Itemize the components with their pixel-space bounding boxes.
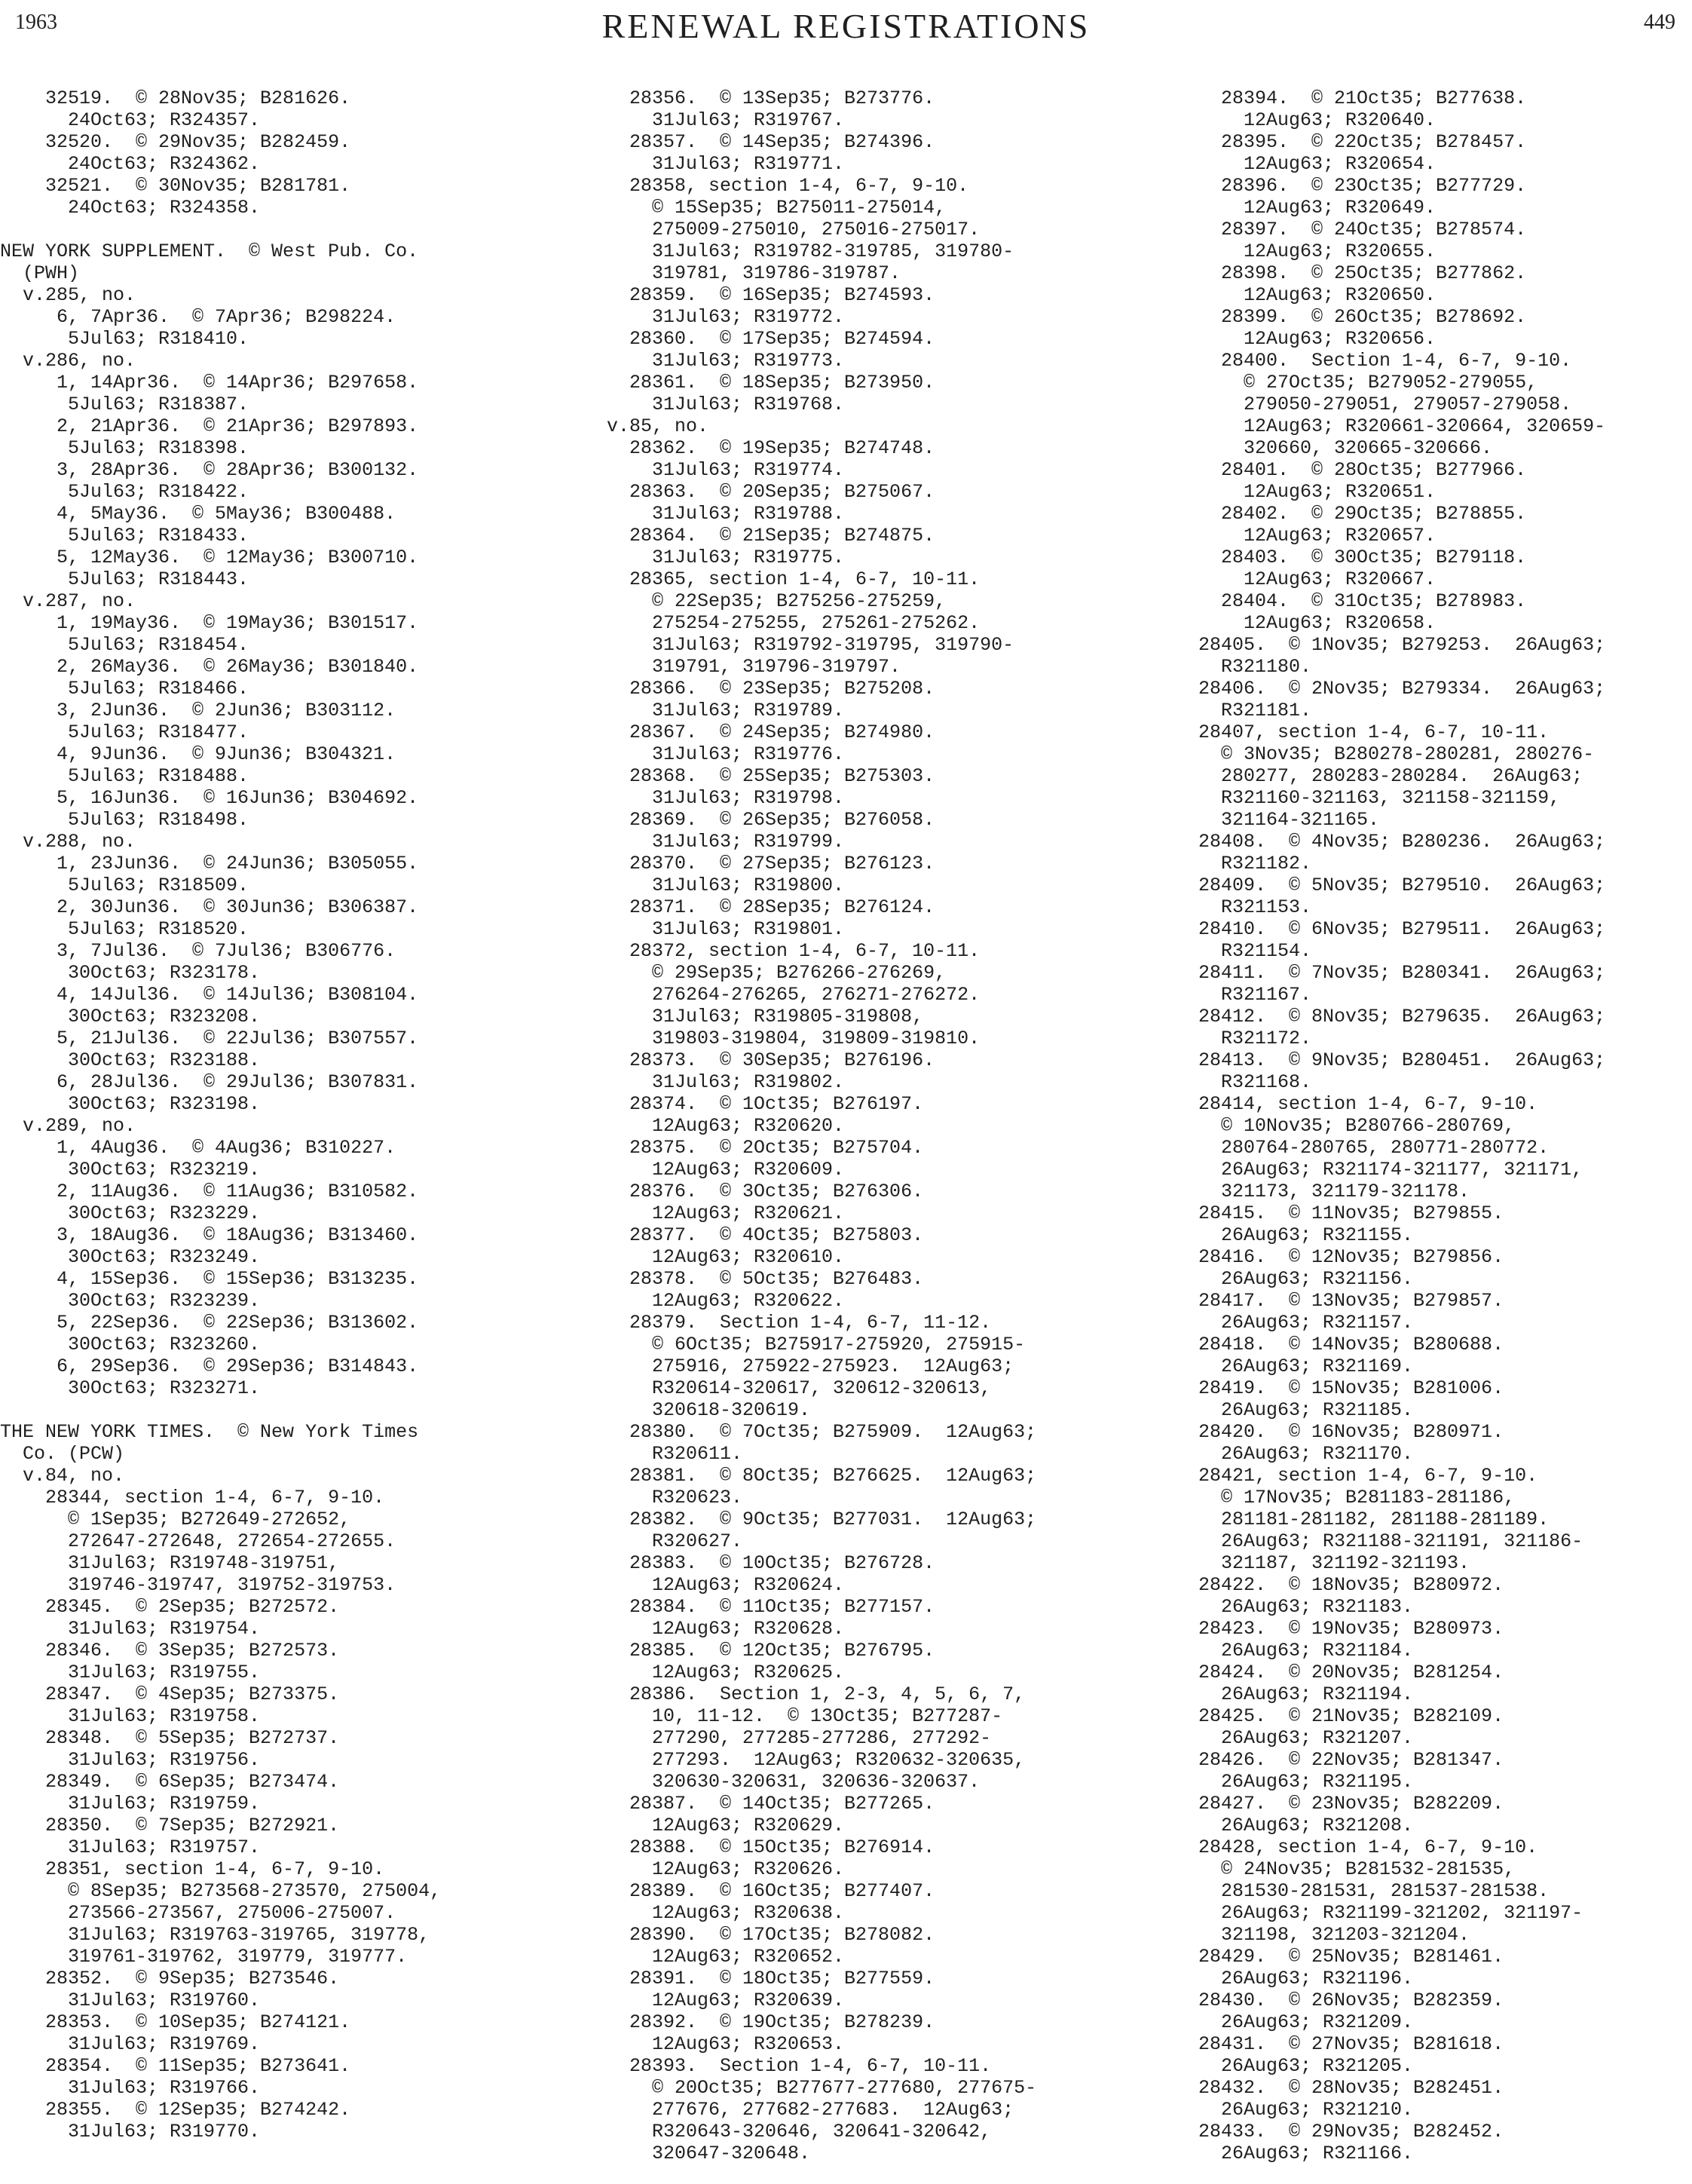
- entry-line: 275254-275255, 275261-275262.: [607, 612, 981, 634]
- entry-line: 31Jul63; R319789.: [607, 700, 845, 721]
- entry-line: 12Aug63; R320656.: [1198, 328, 1437, 350]
- entry-line: © 15Sep35; B275011-275014,: [607, 197, 947, 219]
- entry-line: 28394. © 21Oct35; B277638.: [1198, 87, 1527, 109]
- entry-line: 31Jul63; R319760.: [0, 1989, 261, 2011]
- entry-line: 28347. © 4Sep35; B273375.: [0, 1683, 340, 1705]
- entry-line: 28413. © 9Nov35; B280451. 26Aug63;: [1198, 1049, 1606, 1071]
- entry-line: 319791, 319796-319797.: [607, 656, 901, 678]
- entry-line: 31Jul63; R319792-319795, 319790-: [607, 634, 1014, 656]
- entry-line: 319803-319804, 319809-319810.: [607, 1028, 981, 1049]
- entry-line: 28411. © 7Nov35; B280341. 26Aug63;: [1198, 962, 1606, 984]
- entry-line: 28401. © 28Oct35; B277966.: [1198, 459, 1527, 481]
- entry-line: 31Jul63; R319802.: [607, 1071, 845, 1093]
- entry-line: © 1Sep35; B272649-272652,: [0, 1509, 351, 1530]
- entry-line: 5Jul63; R318466.: [0, 678, 249, 700]
- entry-line: 28349. © 6Sep35; B273474.: [0, 1771, 340, 1793]
- entry-line: 28397. © 24Oct35; B278574.: [1198, 219, 1527, 240]
- entry-line: 28390. © 17Oct35; B278082.: [607, 1924, 935, 1946]
- entry-line: 28355. © 12Sep35; B274242.: [0, 2099, 351, 2121]
- entry-line: 28420. © 16Nov35; B280971.: [1198, 1421, 1504, 1443]
- entry-line: v.288, no.: [0, 831, 136, 853]
- entry-line: 26Aug63; R321184.: [1198, 1640, 1414, 1662]
- entry-line: 275009-275010, 275016-275017.: [607, 219, 981, 240]
- entry-line: 28350. © 7Sep35; B272921.: [0, 1815, 340, 1836]
- entry-line: 321164-321165.: [1198, 809, 1380, 831]
- entry-line: 26Aug63; R321210.: [1198, 2099, 1414, 2121]
- entry-line: 28387. © 14Oct35; B277265.: [607, 1793, 935, 1815]
- entry-line: 31Jul63; R319767.: [607, 109, 845, 131]
- entry-line: 320618-320619.: [607, 1399, 811, 1421]
- entry-line: NEW YORK SUPPLEMENT. © West Pub. Co.: [0, 240, 419, 262]
- entry-line: 28391. © 18Oct35; B277559.: [607, 1968, 935, 1989]
- entry-line: 28386. Section 1, 2-3, 4, 5, 6, 7,: [607, 1683, 1026, 1705]
- entry-line: 28414, section 1-4, 6-7, 9-10.: [1198, 1093, 1538, 1115]
- entry-line: 2, 11Aug36. © 11Aug36; B310582.: [0, 1181, 419, 1202]
- entry-line: 28388. © 15Oct35; B276914.: [607, 1836, 935, 1858]
- entry-line: 281530-281531, 281537-281538.: [1198, 1880, 1550, 1902]
- entry-line: 24Oct63; R324357.: [0, 109, 261, 131]
- entry-line: 31Jul63; R319758.: [0, 1705, 261, 1727]
- entry-line: 12Aug63; R320609.: [607, 1159, 845, 1181]
- entry-line: 28431. © 27Nov35; B281618.: [1198, 2033, 1504, 2055]
- entry-line: 31Jul63; R319756.: [0, 1749, 261, 1771]
- entry-line: © 24Nov35; B281532-281535,: [1198, 1858, 1516, 1880]
- entry-line: 1, 4Aug36. © 4Aug36; B310227.: [0, 1137, 396, 1159]
- entry-line: © 22Sep35; B275256-275259,: [607, 590, 947, 612]
- entry-line: 5Jul63; R318498.: [0, 809, 249, 831]
- entry-line: R321182.: [1198, 853, 1312, 875]
- entry-line: 28377. © 4Oct35; B275803.: [607, 1224, 924, 1246]
- text-column-1: [0, 87, 558, 2143]
- entry-line: 31Jul63; R319776.: [607, 743, 845, 765]
- entry-line: 28422. © 18Nov35; B280972.: [1198, 1574, 1504, 1596]
- entry-line: 28366. © 23Sep35; B275208.: [607, 678, 935, 700]
- entry-line: 5Jul63; R318433.: [0, 525, 249, 547]
- entry-line: [0, 1399, 558, 1421]
- entry-line: 28365, section 1-4, 6-7, 10-11.: [607, 568, 981, 590]
- entry-line: 31Jul63; R319757.: [0, 1836, 261, 1858]
- entry-line: THE NEW YORK TIMES. © New York Times: [0, 1421, 419, 1443]
- entry-line: 12Aug63; R320640.: [1198, 109, 1437, 131]
- entry-line: 28424. © 20Nov35; B281254.: [1198, 1662, 1504, 1683]
- entry-line: 31Jul63; R319770.: [0, 2121, 261, 2143]
- entry-line: 28379. Section 1-4, 6-7, 11-12.: [607, 1312, 992, 1334]
- entry-line: © 8Sep35; B273568-273570, 275004,: [0, 1880, 442, 1902]
- entry-line: 31Jul63; R319748-319751,: [0, 1552, 340, 1574]
- entry-line: R321172.: [1198, 1028, 1312, 1049]
- entry-line: 26Aug63; R321169.: [1198, 1355, 1414, 1377]
- entry-line: 26Aug63; R321183.: [1198, 1596, 1414, 1618]
- entry-line: 28376. © 3Oct35; B276306.: [607, 1181, 924, 1202]
- entry-line: 28409. © 5Nov35; B279510. 26Aug63;: [1198, 875, 1606, 896]
- entry-line: 5, 16Jun36. © 16Jun36; B304692.: [0, 787, 419, 809]
- entry-line: 5Jul63; R318443.: [0, 568, 249, 590]
- entry-line: 28415. © 11Nov35; B279855.: [1198, 1202, 1504, 1224]
- entry-line: 321187, 321192-321193.: [1198, 1552, 1470, 1574]
- entry-line: 12Aug63; R320650.: [1198, 284, 1437, 306]
- entry-line: 26Aug63; R321156.: [1198, 1268, 1414, 1290]
- entry-line: 6, 7Apr36. © 7Apr36; B298224.: [0, 306, 396, 328]
- entry-line: 28404. © 31Oct35; B278983.: [1198, 590, 1527, 612]
- entry-line: R320627.: [607, 1530, 743, 1552]
- page-title: RENEWAL REGISTRATIONS: [601, 7, 1091, 45]
- entry-line: © 17Nov35; B281183-281186,: [1198, 1487, 1516, 1509]
- entry-line: 28396. © 23Oct35; B277729.: [1198, 175, 1527, 197]
- entry-line: 28381. © 8Oct35; B276625. 12Aug63;: [607, 1465, 1037, 1487]
- entry-line: 28395. © 22Oct35; B278457.: [1198, 131, 1527, 153]
- entry-line: 31Jul63; R319768.: [607, 394, 845, 415]
- entry-line: 6, 29Sep36. © 29Sep36; B314843.: [0, 1355, 419, 1377]
- entry-line: 24Oct63; R324358.: [0, 197, 261, 219]
- entry-line: 28427. © 23Nov35; B282209.: [1198, 1793, 1504, 1815]
- entry-line: 28418. © 14Nov35; B280688.: [1198, 1334, 1504, 1355]
- entry-line: Co. (PCW): [0, 1443, 125, 1465]
- entry-line: [0, 219, 558, 240]
- entry-line: 30Oct63; R323260.: [0, 1334, 261, 1355]
- entry-line: 6, 28Jul36. © 29Jul36; B307831.: [0, 1071, 419, 1093]
- entry-line: 30Oct63; R323271.: [0, 1377, 261, 1399]
- entry-line: 26Aug63; R321209.: [1198, 2011, 1414, 2033]
- entry-line: 28348. © 5Sep35; B272737.: [0, 1727, 340, 1749]
- entry-line: 31Jul63; R319798.: [607, 787, 845, 809]
- entry-line: 28380. © 7Oct35; B275909. 12Aug63;: [607, 1421, 1037, 1443]
- entry-line: 31Jul63; R319774.: [607, 459, 845, 481]
- entry-line: 5, 21Jul36. © 22Jul36; B307557.: [0, 1028, 419, 1049]
- entry-line: 31Jul63; R319763-319765, 319778,: [0, 1924, 430, 1946]
- entry-line: 281181-281182, 281188-281189.: [1198, 1509, 1550, 1530]
- entry-line: 28384. © 11Oct35; B277157.: [607, 1596, 935, 1618]
- entry-line: 3, 7Jul36. © 7Jul36; B306776.: [0, 940, 396, 962]
- entry-line: 320660, 320665-320666.: [1198, 437, 1493, 459]
- entry-line: 31Jul63; R319782-319785, 319780-: [607, 240, 1014, 262]
- entry-line: 31Jul63; R319771.: [607, 153, 845, 175]
- entry-line: R321154.: [1198, 940, 1312, 962]
- entry-line: 28369. © 26Sep35; B276058.: [607, 809, 935, 831]
- entry-line: 28393. Section 1-4, 6-7, 10-11.: [607, 2055, 992, 2077]
- entry-line: 280764-280765, 280771-280772.: [1198, 1137, 1550, 1159]
- entry-line: 26Aug63; R321166.: [1198, 2143, 1414, 2164]
- entry-line: 12Aug63; R320653.: [607, 2033, 845, 2055]
- entry-line: 28425. © 21Nov35; B282109.: [1198, 1705, 1504, 1727]
- entry-line: 28374. © 1Oct35; B276197.: [607, 1093, 924, 1115]
- entry-line: 31Jul63; R319775.: [607, 547, 845, 568]
- entry-line: 26Aug63; R321155.: [1198, 1224, 1414, 1246]
- entry-line: 28383. © 10Oct35; B276728.: [607, 1552, 935, 1574]
- entry-line: 12Aug63; R320654.: [1198, 153, 1437, 175]
- entry-line: 12Aug63; R320625.: [607, 1662, 845, 1683]
- entry-line: 5, 22Sep36. © 22Sep36; B313602.: [0, 1312, 419, 1334]
- entry-line: 5Jul63; R318477.: [0, 721, 249, 743]
- entry-line: v.85, no.: [607, 415, 709, 437]
- entry-line: 12Aug63; R320651.: [1198, 481, 1437, 503]
- entry-line: 12Aug63; R320620.: [607, 1115, 845, 1137]
- entry-line: 28406. © 2Nov35; B279334. 26Aug63;: [1198, 678, 1606, 700]
- entry-line: v.287, no.: [0, 590, 136, 612]
- entry-line: 30Oct63; R323198.: [0, 1093, 261, 1115]
- entry-line: 31Jul63; R319788.: [607, 503, 845, 525]
- entry-line: 12Aug63; R320652.: [607, 1946, 845, 1968]
- entry-line: R321153.: [1198, 896, 1312, 918]
- entry-line: 12Aug63; R320638.: [607, 1902, 845, 1924]
- entry-line: 12Aug63; R320621.: [607, 1202, 845, 1224]
- entry-line: 280277, 280283-280284. 26Aug63;: [1198, 765, 1583, 787]
- entry-line: 26Aug63; R321174-321177, 321171,: [1198, 1159, 1583, 1181]
- entry-line: R321180.: [1198, 656, 1312, 678]
- entry-line: 26Aug63; R321195.: [1198, 1771, 1414, 1793]
- entry-line: 28432. © 28Nov35; B282451.: [1198, 2077, 1504, 2099]
- entry-line: 32520. © 29Nov35; B282459.: [0, 131, 351, 153]
- entry-line: 4, 9Jun36. © 9Jun36; B304321.: [0, 743, 396, 765]
- entry-line: 2, 26May36. © 26May36; B301840.: [0, 656, 419, 678]
- entry-line: 26Aug63; R321207.: [1198, 1727, 1414, 1749]
- entry-line: 28354. © 11Sep35; B273641.: [0, 2055, 351, 2077]
- entry-line: 12Aug63; R320629.: [607, 1815, 845, 1836]
- entry-line: 28421, section 1-4, 6-7, 9-10.: [1198, 1465, 1538, 1487]
- entry-line: 28367. © 24Sep35; B274980.: [607, 721, 935, 743]
- entry-line: 28358, section 1-4, 6-7, 9-10.: [607, 175, 969, 197]
- entry-line: 30Oct63; R323249.: [0, 1246, 261, 1268]
- entry-line: 28359. © 16Sep35; B274593.: [607, 284, 935, 306]
- entry-line: 28346. © 3Sep35; B272573.: [0, 1640, 340, 1662]
- entry-line: v.289, no.: [0, 1115, 136, 1137]
- entry-line: 28416. © 12Nov35; B279856.: [1198, 1246, 1504, 1268]
- entry-line: 30Oct63; R323229.: [0, 1202, 261, 1224]
- entry-line: 28417. © 13Nov35; B279857.: [1198, 1290, 1504, 1312]
- entry-line: v.285, no.: [0, 284, 136, 306]
- entry-line: 319761-319762, 319779, 319777.: [0, 1946, 408, 1968]
- entry-line: 1, 19May36. © 19May36; B301517.: [0, 612, 419, 634]
- entry-line: 26Aug63; R321157.: [1198, 1312, 1414, 1334]
- entry-line: 28375. © 2Oct35; B275704.: [607, 1137, 924, 1159]
- entry-line: 28423. © 19Nov35; B280973.: [1198, 1618, 1504, 1640]
- entry-line: 26Aug63; R321199-321202, 321197-: [1198, 1902, 1583, 1924]
- entry-line: 5Jul63; R318398.: [0, 437, 249, 459]
- page-year: 1963: [15, 11, 57, 34]
- entry-line: 12Aug63; R320658.: [1198, 612, 1437, 634]
- entry-line: 28352. © 9Sep35; B273546.: [0, 1968, 340, 1989]
- entry-line: R320643-320646, 320641-320642,: [607, 2121, 992, 2143]
- entry-line: R321168.: [1198, 1071, 1312, 1093]
- entry-line: 277290, 277285-277286, 277292-: [607, 1727, 992, 1749]
- entry-line: 26Aug63; R321170.: [1198, 1443, 1414, 1465]
- text-column-3: [1198, 87, 1688, 2164]
- entry-line: 26Aug63; R321208.: [1198, 1815, 1414, 1836]
- entry-line: 30Oct63; R323188.: [0, 1049, 261, 1071]
- entry-line: 31Jul63; R319772.: [607, 306, 845, 328]
- entry-line: 31Jul63; R319759.: [0, 1793, 261, 1815]
- entry-line: 28371. © 28Sep35; B276124.: [607, 896, 935, 918]
- entry-line: 28426. © 22Nov35; B281347.: [1198, 1749, 1504, 1771]
- entry-line: 31Jul63; R319769.: [0, 2033, 261, 2055]
- entry-line: 28419. © 15Nov35; B281006.: [1198, 1377, 1504, 1399]
- entry-line: © 3Nov35; B280278-280281, 280276-: [1198, 743, 1595, 765]
- entry-line: 28398. © 25Oct35; B277862.: [1198, 262, 1527, 284]
- entry-line: 28403. © 30Oct35; B279118.: [1198, 547, 1527, 568]
- entry-line: 12Aug63; R320661-320664, 320659-: [1198, 415, 1606, 437]
- entry-line: 28344, section 1-4, 6-7, 9-10.: [0, 1487, 385, 1509]
- entry-line: R320614-320617, 320612-320613,: [607, 1377, 992, 1399]
- entry-line: 4, 5May36. © 5May36; B300488.: [0, 503, 396, 525]
- entry-line: 12Aug63; R320639.: [607, 1989, 845, 2011]
- entry-line: 5Jul63; R318520.: [0, 918, 249, 940]
- entry-line: 28360. © 17Sep35; B274594.: [607, 328, 935, 350]
- entry-line: 28364. © 21Sep35; B274875.: [607, 525, 935, 547]
- entry-line: v.84, no.: [0, 1465, 125, 1487]
- entry-line: 5Jul63; R318410.: [0, 328, 249, 350]
- entry-line: 319746-319747, 319752-319753.: [0, 1574, 396, 1596]
- entry-line: 28370. © 27Sep35; B276123.: [607, 853, 935, 875]
- entry-line: 2, 21Apr36. © 21Apr36; B297893.: [0, 415, 419, 437]
- entry-line: 12Aug63; R320657.: [1198, 525, 1437, 547]
- entry-line: 28363. © 20Sep35; B275067.: [607, 481, 935, 503]
- entry-line: © 6Oct35; B275917-275920, 275915-: [607, 1334, 1026, 1355]
- text-column-2: [607, 87, 1164, 2164]
- entry-line: v.286, no.: [0, 350, 136, 372]
- entry-line: 5, 12May36. © 12May36; B300710.: [0, 547, 419, 568]
- entry-line: 31Jul63; R319773.: [607, 350, 845, 372]
- entry-line: 28400. Section 1-4, 6-7, 9-10.: [1198, 350, 1572, 372]
- entry-line: 28428, section 1-4, 6-7, 9-10.: [1198, 1836, 1538, 1858]
- entry-line: 12Aug63; R320626.: [607, 1858, 845, 1880]
- entry-line: 24Oct63; R324362.: [0, 153, 261, 175]
- entry-line: 28361. © 18Sep35; B273950.: [607, 372, 935, 394]
- entry-line: 28378. © 5Oct35; B276483.: [607, 1268, 924, 1290]
- entry-line: 5Jul63; R318488.: [0, 765, 249, 787]
- entry-line: 276264-276265, 276271-276272.: [607, 984, 981, 1006]
- entry-line: 28382. © 9Oct35; B277031. 12Aug63;: [607, 1509, 1037, 1530]
- entry-line: 26Aug63; R321196.: [1198, 1968, 1414, 1989]
- entry-line: 5Jul63; R318387.: [0, 394, 249, 415]
- entry-line: 32521. © 30Nov35; B281781.: [0, 175, 351, 197]
- entry-line: 30Oct63; R323208.: [0, 1006, 261, 1028]
- entry-line: 3, 2Jun36. © 2Jun36; B303112.: [0, 700, 396, 721]
- entry-line: 28356. © 13Sep35; B273776.: [607, 87, 935, 109]
- entry-line: 28351, section 1-4, 6-7, 9-10.: [0, 1858, 385, 1880]
- entry-line: R320623.: [607, 1487, 743, 1509]
- entry-line: 31Jul63; R319805-319808,: [607, 1006, 924, 1028]
- entry-line: 1, 23Jun36. © 24Jun36; B305055.: [0, 853, 419, 875]
- entry-line: 28372, section 1-4, 6-7, 10-11.: [607, 940, 981, 962]
- entry-line: 4, 15Sep36. © 15Sep36; B313235.: [0, 1268, 419, 1290]
- entry-line: 12Aug63; R320624.: [607, 1574, 845, 1596]
- entry-line: 28410. © 6Nov35; B279511. 26Aug63;: [1198, 918, 1606, 940]
- entry-line: 31Jul63; R319755.: [0, 1662, 261, 1683]
- entry-line: 28402. © 29Oct35; B278855.: [1198, 503, 1527, 525]
- entry-line: 28368. © 25Sep35; B275303.: [607, 765, 935, 787]
- entry-line: 321173, 321179-321178.: [1198, 1181, 1470, 1202]
- entry-line: 12Aug63; R320649.: [1198, 197, 1437, 219]
- entry-line: 28429. © 25Nov35; B281461.: [1198, 1946, 1504, 1968]
- entry-line: 28433. © 29Nov35; B282452.: [1198, 2121, 1504, 2143]
- entry-line: © 20Oct35; B277677-277680, 277675-: [607, 2077, 1037, 2099]
- entry-line: 31Jul63; R319799.: [607, 831, 845, 853]
- entry-line: 28357. © 14Sep35; B274396.: [607, 131, 935, 153]
- entry-line: © 27Oct35; B279052-279055,: [1198, 372, 1538, 394]
- entry-line: 12Aug63; R320655.: [1198, 240, 1437, 262]
- entry-line: 28405. © 1Nov35; B279253. 26Aug63;: [1198, 634, 1606, 656]
- entry-line: 31Jul63; R319766.: [0, 2077, 261, 2099]
- entry-line: 31Jul63; R319754.: [0, 1618, 261, 1640]
- entry-line: 26Aug63; R321205.: [1198, 2055, 1414, 2077]
- entry-line: 12Aug63; R320667.: [1198, 568, 1437, 590]
- page-header: [0, 0, 1692, 75]
- entry-line: 28353. © 10Sep35; B274121.: [0, 2011, 351, 2033]
- entry-line: 275916, 275922-275923. 12Aug63;: [607, 1355, 1014, 1377]
- entry-line: 28392. © 19Oct35; B278239.: [607, 2011, 935, 2033]
- entry-line: 28389. © 16Oct35; B277407.: [607, 1880, 935, 1902]
- entry-line: 30Oct63; R323239.: [0, 1290, 261, 1312]
- entry-line: 28407, section 1-4, 6-7, 10-11.: [1198, 721, 1550, 743]
- entry-line: 1, 14Apr36. © 14Apr36; B297658.: [0, 372, 419, 394]
- entry-line: 277293. 12Aug63; R320632-320635,: [607, 1749, 1026, 1771]
- entry-line: 5Jul63; R318422.: [0, 481, 249, 503]
- entry-line: 3, 18Aug36. © 18Aug36; B313460.: [0, 1224, 419, 1246]
- entry-line: 28385. © 12Oct35; B276795.: [607, 1640, 935, 1662]
- entry-line: 4, 14Jul36. © 14Jul36; B308104.: [0, 984, 419, 1006]
- entry-line: 320630-320631, 320636-320637.: [607, 1771, 981, 1793]
- entry-line: R321167.: [1198, 984, 1312, 1006]
- entry-line: 31Jul63; R319801.: [607, 918, 845, 940]
- entry-line: 28408. © 4Nov35; B280236. 26Aug63;: [1198, 831, 1606, 853]
- entry-line: (PWH): [0, 262, 80, 284]
- entry-line: 28412. © 8Nov35; B279635. 26Aug63;: [1198, 1006, 1606, 1028]
- entry-line: 272647-272648, 272654-272655.: [0, 1530, 396, 1552]
- entry-line: 28430. © 26Nov35; B282359.: [1198, 1989, 1504, 2011]
- entry-line: R320611.: [607, 1443, 743, 1465]
- entry-line: 30Oct63; R323178.: [0, 962, 261, 984]
- entry-line: 28399. © 26Oct35; B278692.: [1198, 306, 1527, 328]
- entry-line: © 10Nov35; B280766-280769,: [1198, 1115, 1516, 1137]
- entry-line: 12Aug63; R320610.: [607, 1246, 845, 1268]
- entry-line: 5Jul63; R318454.: [0, 634, 249, 656]
- entry-line: 30Oct63; R323219.: [0, 1159, 261, 1181]
- entry-line: © 29Sep35; B276266-276269,: [607, 962, 947, 984]
- entry-line: 31Jul63; R319800.: [607, 875, 845, 896]
- entry-line: R321160-321163, 321158-321159,: [1198, 787, 1561, 809]
- entry-line: 12Aug63; R320622.: [607, 1290, 845, 1312]
- entry-line: 319781, 319786-319787.: [607, 262, 901, 284]
- entry-line: 26Aug63; R321185.: [1198, 1399, 1414, 1421]
- entry-line: 32519. © 28Nov35; B281626.: [0, 87, 351, 109]
- entry-line: 28373. © 30Sep35; B276196.: [607, 1049, 935, 1071]
- entry-line: 273566-273567, 275006-275007.: [0, 1902, 396, 1924]
- entry-line: 321198, 321203-321204.: [1198, 1924, 1470, 1946]
- entry-line: 3, 28Apr36. © 28Apr36; B300132.: [0, 459, 419, 481]
- entry-line: 277676, 277682-277683. 12Aug63;: [607, 2099, 1014, 2121]
- entry-line: 28345. © 2Sep35; B272572.: [0, 1596, 340, 1618]
- page-number: 449: [1644, 11, 1675, 34]
- entry-line: 26Aug63; R321188-321191, 321186-: [1198, 1530, 1583, 1552]
- entry-line: 28362. © 19Sep35; B274748.: [607, 437, 935, 459]
- entry-line: 26Aug63; R321194.: [1198, 1683, 1414, 1705]
- entry-line: 12Aug63; R320628.: [607, 1618, 845, 1640]
- entry-line: 5Jul63; R318509.: [0, 875, 249, 896]
- entry-line: R321181.: [1198, 700, 1312, 721]
- entry-line: 279050-279051, 279057-279058.: [1198, 394, 1572, 415]
- entry-line: 10, 11-12. © 13Oct35; B277287-: [607, 1705, 1003, 1727]
- entry-line: 320647-320648.: [607, 2143, 811, 2164]
- entry-line: 2, 30Jun36. © 30Jun36; B306387.: [0, 896, 419, 918]
